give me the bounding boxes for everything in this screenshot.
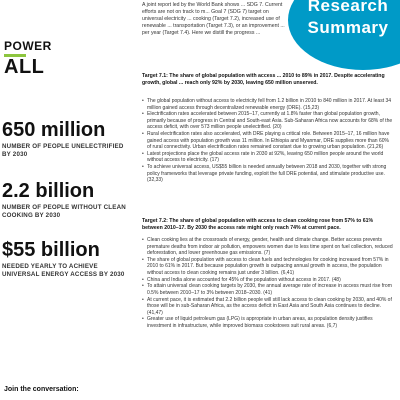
logo-line-1: POWER — [4, 39, 52, 53]
bullet-item: • Greater use of liquid petroleum gas (LPG) is appropriate in urban areas, as population density justifies investment in infrastructure, while improved biomass cookstoves suit rural areas. (6,7) — [142, 316, 394, 329]
bullet-item: • Rural electrification rates also accelerated, with DRE playing a critical role. Between 2015–17, 16 million have gained access with population growth was 11 million. In Ethiopia and Myanmar, DRE supplies more than 60% of rural connectivity. Urban electrification rates remained constant due to growing urban population. (21,26) — [142, 131, 394, 151]
stat-value: $55 billion — [2, 239, 100, 261]
target-7-1-heading: Target 7.1: The share of global population with access ... 2010 to 89% in 2017. Despite accelerating growth, global ... reach only 92% by 2030, leaving 650 million unserved. — [142, 73, 385, 86]
intro-paragraph: A joint report led by the World Bank shows ... SDG 7. Current efforts are not on track to m... Goal 7 (SDG 7) target on universal electricity ... cooking (Target 7.2), increased use of renewable ... transportation (Target 7.3), or an improvement ... per year (Target 7.4). Here we distill the progress ... — [142, 2, 285, 36]
stat-yearly-investment — [2, 240, 134, 279]
bullet-item: • To attain universal clean cooking targets by 2030, the annual average rate of increase in access must rise from 0.5% between 2010–17 to 3% between 2018–2030. (41) — [142, 283, 394, 296]
stat-caption: NUMBER OF PEOPLE UNELECTRIFIED BY 2030 — [2, 143, 124, 158]
bullet-item: • The share of global population with access to clean fuels and technologies for cooking increased from 57% in 2010 to 61% in 2017. But because population growth is outpacing annual growth in access, the population without access to clean cooking remains just under 3 billion. (6,41) — [142, 257, 394, 277]
target-7-2-heading: Target 7.2: The share of global population with access to clean cooking rose from 57% to 61% between 2010–17. By 2030 the access rate might only reach 74% at current pace. — [142, 218, 374, 231]
badge-line-1: Research — [307, 0, 389, 15]
target-7-2-bullets — [142, 237, 394, 330]
stat-value: 650 million — [2, 119, 106, 141]
stat-no-clean-cooking — [2, 181, 134, 220]
bullet-item: • Electrification rates accelerated between 2015–17, currently at 1.8% faster than global population growth, primarily because of progress in Central and South-east Asia. Sub-Saharan Africa now accounts for 68% of the access deficit, with over 573 million people unelectrified. (20) — [142, 111, 394, 131]
stat-unelectrified — [2, 120, 134, 159]
bullet-item: • China and India alone accounted for 45% of the population without access in 2017. (48) — [142, 277, 394, 284]
power-for-all-logo — [4, 40, 58, 77]
bullet-item: • At current pace, it is estimated that 2.2 billion people will still lack access to clean cooking by 2030, and 40% of those will be in sub-Saharan Africa, as the access deficit in East Asia and South Asia continues to decline. (41,47) — [142, 297, 394, 317]
stat-caption: NUMBER OF PEOPLE WITHOUT CLEAN COOKING BY 2030 — [2, 204, 126, 219]
left-column — [0, 0, 138, 400]
join-conversation-heading: Join the conversation: — [4, 386, 79, 393]
logo-line-2: ALL — [4, 56, 45, 78]
bullet-item: • Latest projections place the global access rate in 2030 at 92%, leaving 650 million people around the world without access to electricity. (17) — [142, 151, 394, 164]
stat-value: 2.2 billion — [2, 180, 95, 202]
bullet-item: • Clean cooking lies at the crossroads of energy, gender, health and climate change. Better access prevents premature deaths from indoor air pollution, empowers women due to less time spent on fuel collection, reduced deforestation, and lower greenhouse gas emissions. (7) — [142, 237, 394, 257]
target-7-1-bullets — [142, 98, 394, 184]
stat-caption: NEEDED YEARLY TO ACHIEVE UNIVERSAL ENERGY ACCESS BY 2030 — [2, 263, 125, 278]
right-column — [138, 0, 400, 400]
research-summary-badge — [288, 0, 400, 70]
badge-line-2: Summary — [307, 18, 389, 37]
bullet-item: • To achieve universal access, US$55 billion is needed annually between 2018 and 2030, together with strong policy frameworks that leverage private funding, exploit the full DRE potential, and stimulate productive use. (32,33) — [142, 164, 394, 184]
bullet-item: • The global population without access to electricity fell from 1.2 billion in 2010 to 840 million in 2017. At least 34 million gained access through decentralized renewable energy (DRE). (15,23) — [142, 98, 394, 111]
